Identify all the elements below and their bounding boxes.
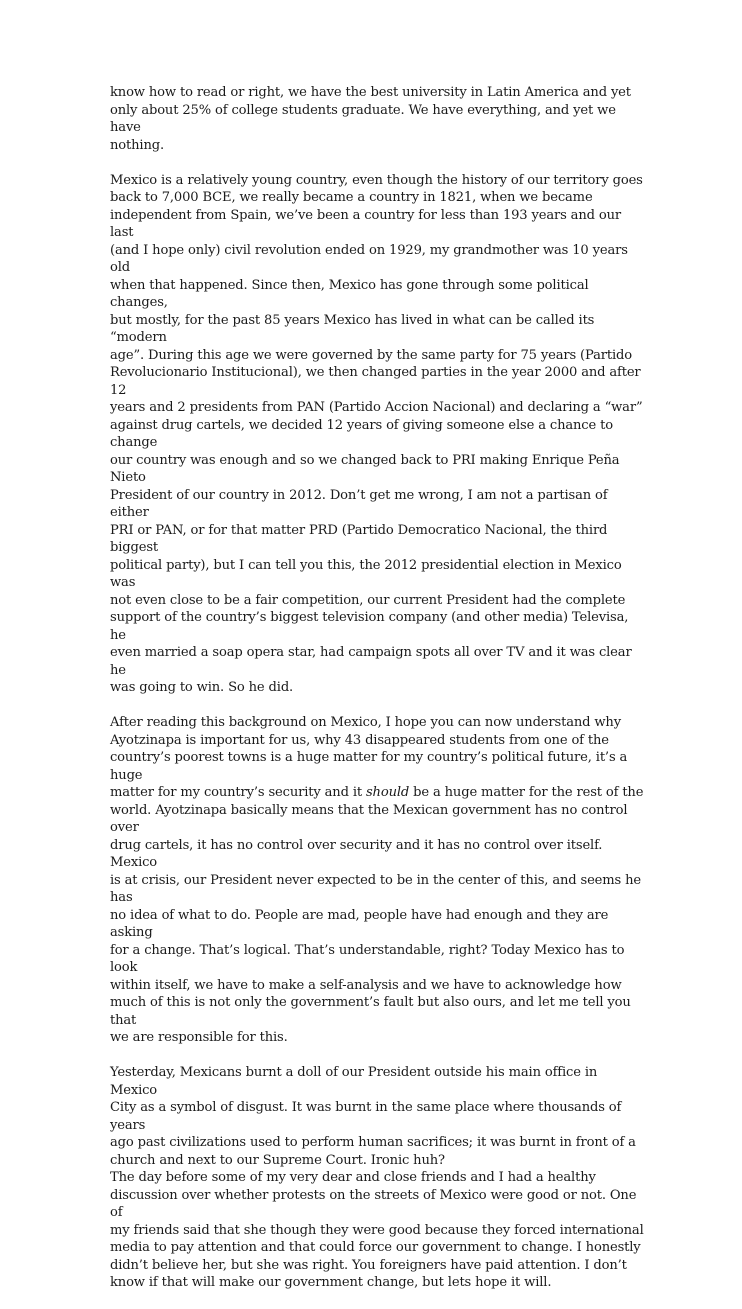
paragraph-yesterday: Yesterday, Mexicans burnt a doll of our President outside his main office in Mexico City as a symbol of disgust. It was burnt in the same place where thousands of years ago past civilizations used to perform human sacrifices; it was burnt in front of a church and next to our Supreme Court. Ironic huh?: [110, 1065, 636, 1168]
body-text: [110, 84, 644, 1309]
paragraph-ayotzinapa-part-2: be a huge matter for the rest of the world. Ayotzinapa basically means that the Mexican government has no control over drug cartels, it has no control over security and it has no control over itself. Mexico is at crisis, our President never expected to be in the center of this, and seems he has no idea of what to do. People are mad, people have had enough and they are asking for a change. That’s logical. That’s understandable, right? Today Mexico has to look within itself, we have to make a self-analysis and we have to acknowledge how much of this is not only the government’s fault but also ours, and let me tell you that we are responsible for this.: [110, 785, 644, 1045]
paragraph-history: Mexico is a relatively young country, even though the history of our territory goes back to 7,000 BCE, we really became a country in 1821, when we became independent from Spain, we’ve been a country for less than 193 years and our last (and I hope only) civil revolution ended on 1929, my grandmother was 10 years old when that happened. Since then, Mexico has gone through some political changes, but mostly, for the past 85 years Mexico has lived in what can be called its “modern age”. During this age we were governed by the same party for 75 years (Partido Revolucionario Institucional), we then changed parties in the year 2000 and after 12 years and 2 presidents from PAN (Partido Accion Nacional) and declaring a “war” against drug cartels, we decided 12 years of giving someone else a chance to change our country was enough and so we changed back to PRI making Enrique Peña Nieto President of our country in 2012. Don’t get me wrong, I am not a partisan of either PRI or PAN, or for that matter PRD (Partido Democratico Nacional, the third biggest political party), but I can tell you this, the 2012 presidential election in Mexico was not even close to be a fair competition, our current President had the complete support of the country’s biggest television company (and other media) Televisa, he even married a soap opera star, had campaign spots all over TV and it was clear he was going to win. So he did.: [110, 172, 643, 695]
paragraph-day-before: The day before some of my very dear and close friends and I had a healthy discussion over whether protests on the streets of Mexico were good or not. One of my friends said that she though they were good because they forced international media to pay attention and that could force our government to change. I honestly didn’t believe her, but she was right. You foreigners have paid attention. I don’t know if that will make our government change, but lets hope it will.: [110, 1170, 644, 1290]
emphasis-should: should: [365, 785, 410, 800]
paragraph-education: know how to read or right, we have the best university in Latin America and yet only about 25% of college students graduate. We have everything, and yet we have nothing.: [110, 85, 631, 153]
paragraph-ayotzinapa: [110, 714, 644, 1047]
paragraph-ayotzinapa-part-1: After reading this background on Mexico, I hope you can now understand why Ayotzinapa is important for us, why 43 disappeared students from one of the country’s poorest towns is a huge matter for my country’s political future, it’s a huge matter for my country’s security and it: [110, 715, 628, 800]
